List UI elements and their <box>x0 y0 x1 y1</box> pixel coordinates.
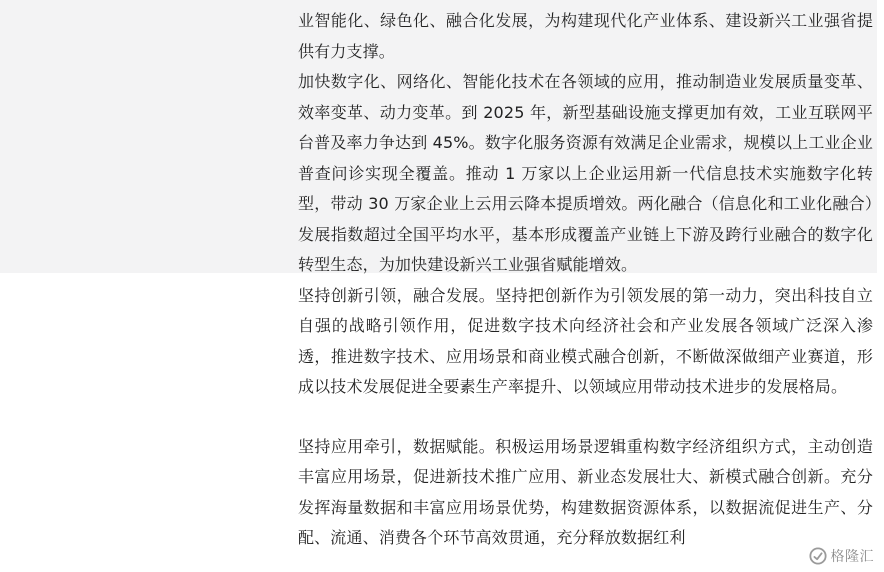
paragraph-2: 加快数字化、网络化、智能化技术在各领域的应用，推动制造业发展质量变革、效率变革、动力变革。到 2025 年，新型基础设施支撑更加有效，工业互联网平台普及率力争达到 45%。数字化服务资源有效满足企业需求，规模以上工业企业普查问诊实现全覆盖。推动 1 万家以上企业运用新一代信息技术实施数字化转型，带动 30 万家企业上云用云降本提质增效。两化融合（信息化和工业化融合）发展指数超过全国平均水平，基本形成覆盖产业链上下游及跨行业融合的数字化转型生态，为加快建设新兴工业强省赋能增效。 <box>298 72 873 274</box>
article-body <box>298 0 873 554</box>
paragraph-3: 坚持创新引领，融合发展。坚持把创新作为引领发展的第一动力，突出科技自立自强的战略引领作用，促进数字技术向经济社会和产业发展各领域广泛深入渗透，推进数字技术、应用场景和商业模式融合创新，不断做深做细产业赛道，形成以技术发展促进全要素生产率提升、以领域应用带动技术进步的发展格局。 <box>298 285 873 396</box>
paragraph-4: 坚持应用牵引，数据赋能。积极运用场景逻辑重构数字经济组织方式，主动创造丰富应用场景，促进新技术推广应用、新业态发展壮大、新模式融合创新。充分发挥海量数据和丰富应用场景优势，构建数据资源体系，以数据流促进生产、分配、流通、消费各个环节高效贯通，充分释放数据红利 <box>298 436 873 547</box>
paragraph-1: 业智能化、绿色化、融合化发展，为构建现代化产业体系、建设新兴工业强省提供有力支撑。 <box>298 11 873 61</box>
watermark <box>807 544 879 568</box>
watermark-text: 格隆汇 <box>830 549 874 565</box>
gelonghui-logo-icon <box>809 547 827 565</box>
